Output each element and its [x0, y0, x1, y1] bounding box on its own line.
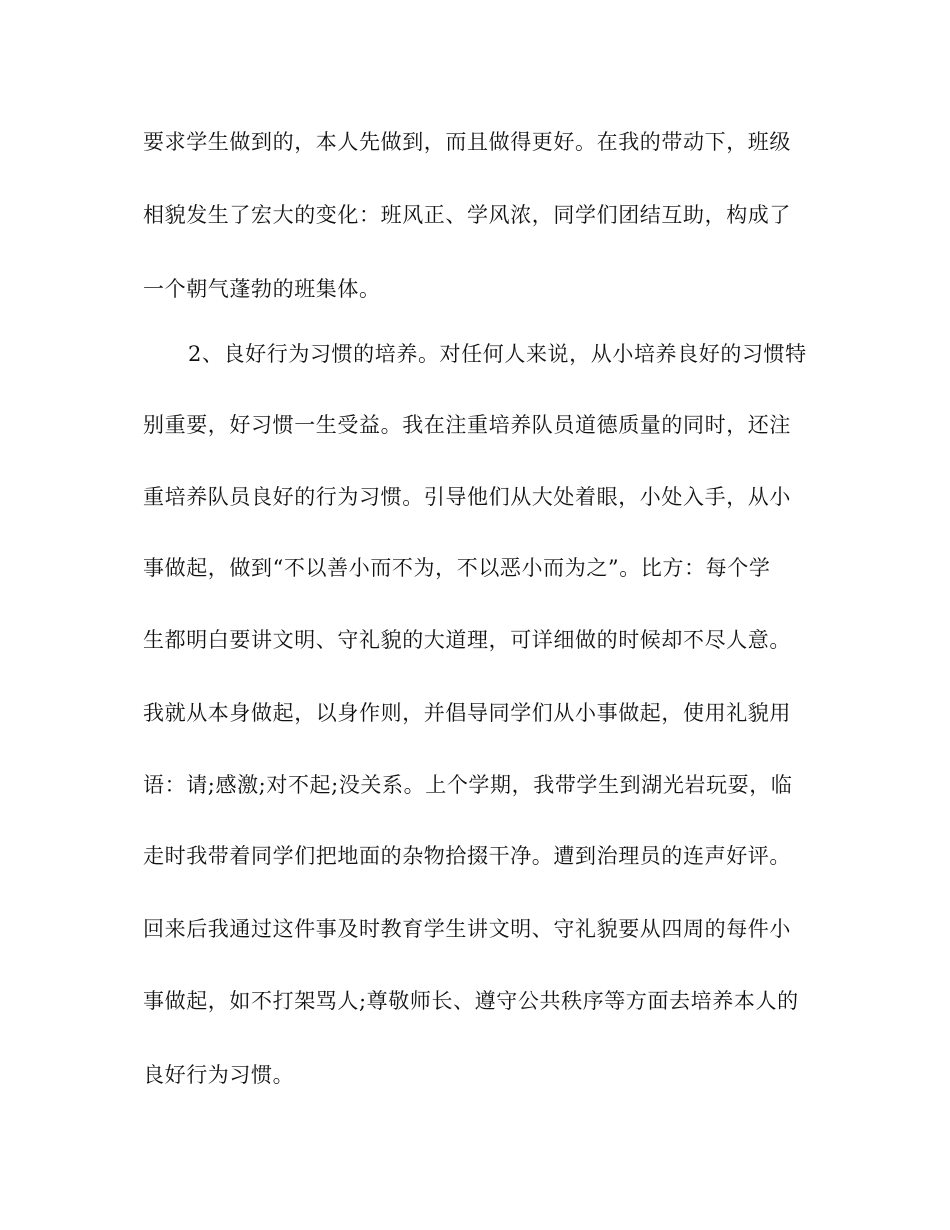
paragraph-2-line-8: 走时我带着同学们把地面的杂物拾掇干净。遭到治理员的连声好评。 [143, 844, 791, 868]
paragraph-2-line-11: 良好行为习惯。 [143, 1063, 295, 1087]
paragraph-2-line-9: 回来后我通过这件事及时教育学生讲文明、守礼貌要从四周的每件小 [143, 917, 791, 941]
paragraph-1-line-2: 相貌发生了宏大的变化：班风正、学风浓，同学们团结互助，构成了 [143, 203, 791, 227]
paragraph-2-line-5: 生都明白要讲文明、守礼貌的大道理，可详细做的时候却不尽人意。 [143, 628, 791, 652]
paragraph-2-line-3: 重培养队员良好的行为习惯。引导他们从大处着眼，小处入手，从小 [143, 485, 791, 509]
paragraph-2-line-6: 我就从本身做起，以身作则，并倡导同学们从小事做起，使用礼貌用 [143, 701, 791, 725]
paragraph-2-line-7: 语：请;感激;对不起;没关系。上个学期，我带学生到湖光岩玩耍，临 [143, 773, 793, 797]
paragraph-2-line-1: 2、良好行为习惯的培养。对任何人来说，从小培养良好的习惯特 [188, 342, 807, 366]
paragraph-2-line-2: 别重要，好习惯一生受益。我在注重培养队员道德质量的同时，还注 [143, 413, 791, 437]
paragraph-2-line-10: 事做起，如不打架骂人;尊敬师长、遵守公共秩序等方面去培养本人的 [143, 989, 799, 1013]
paragraph-1-line-1: 要求学生做到的，本人先做到，而且做得更好。在我的带动下，班级 [143, 130, 791, 154]
paragraph-1-line-3: 一个朝气蓬勃的班集体。 [143, 277, 381, 301]
paragraph-2-line-4: 事做起，做到“不以善小而不为，不以恶小而为之”。比方：每个学 [143, 556, 771, 580]
